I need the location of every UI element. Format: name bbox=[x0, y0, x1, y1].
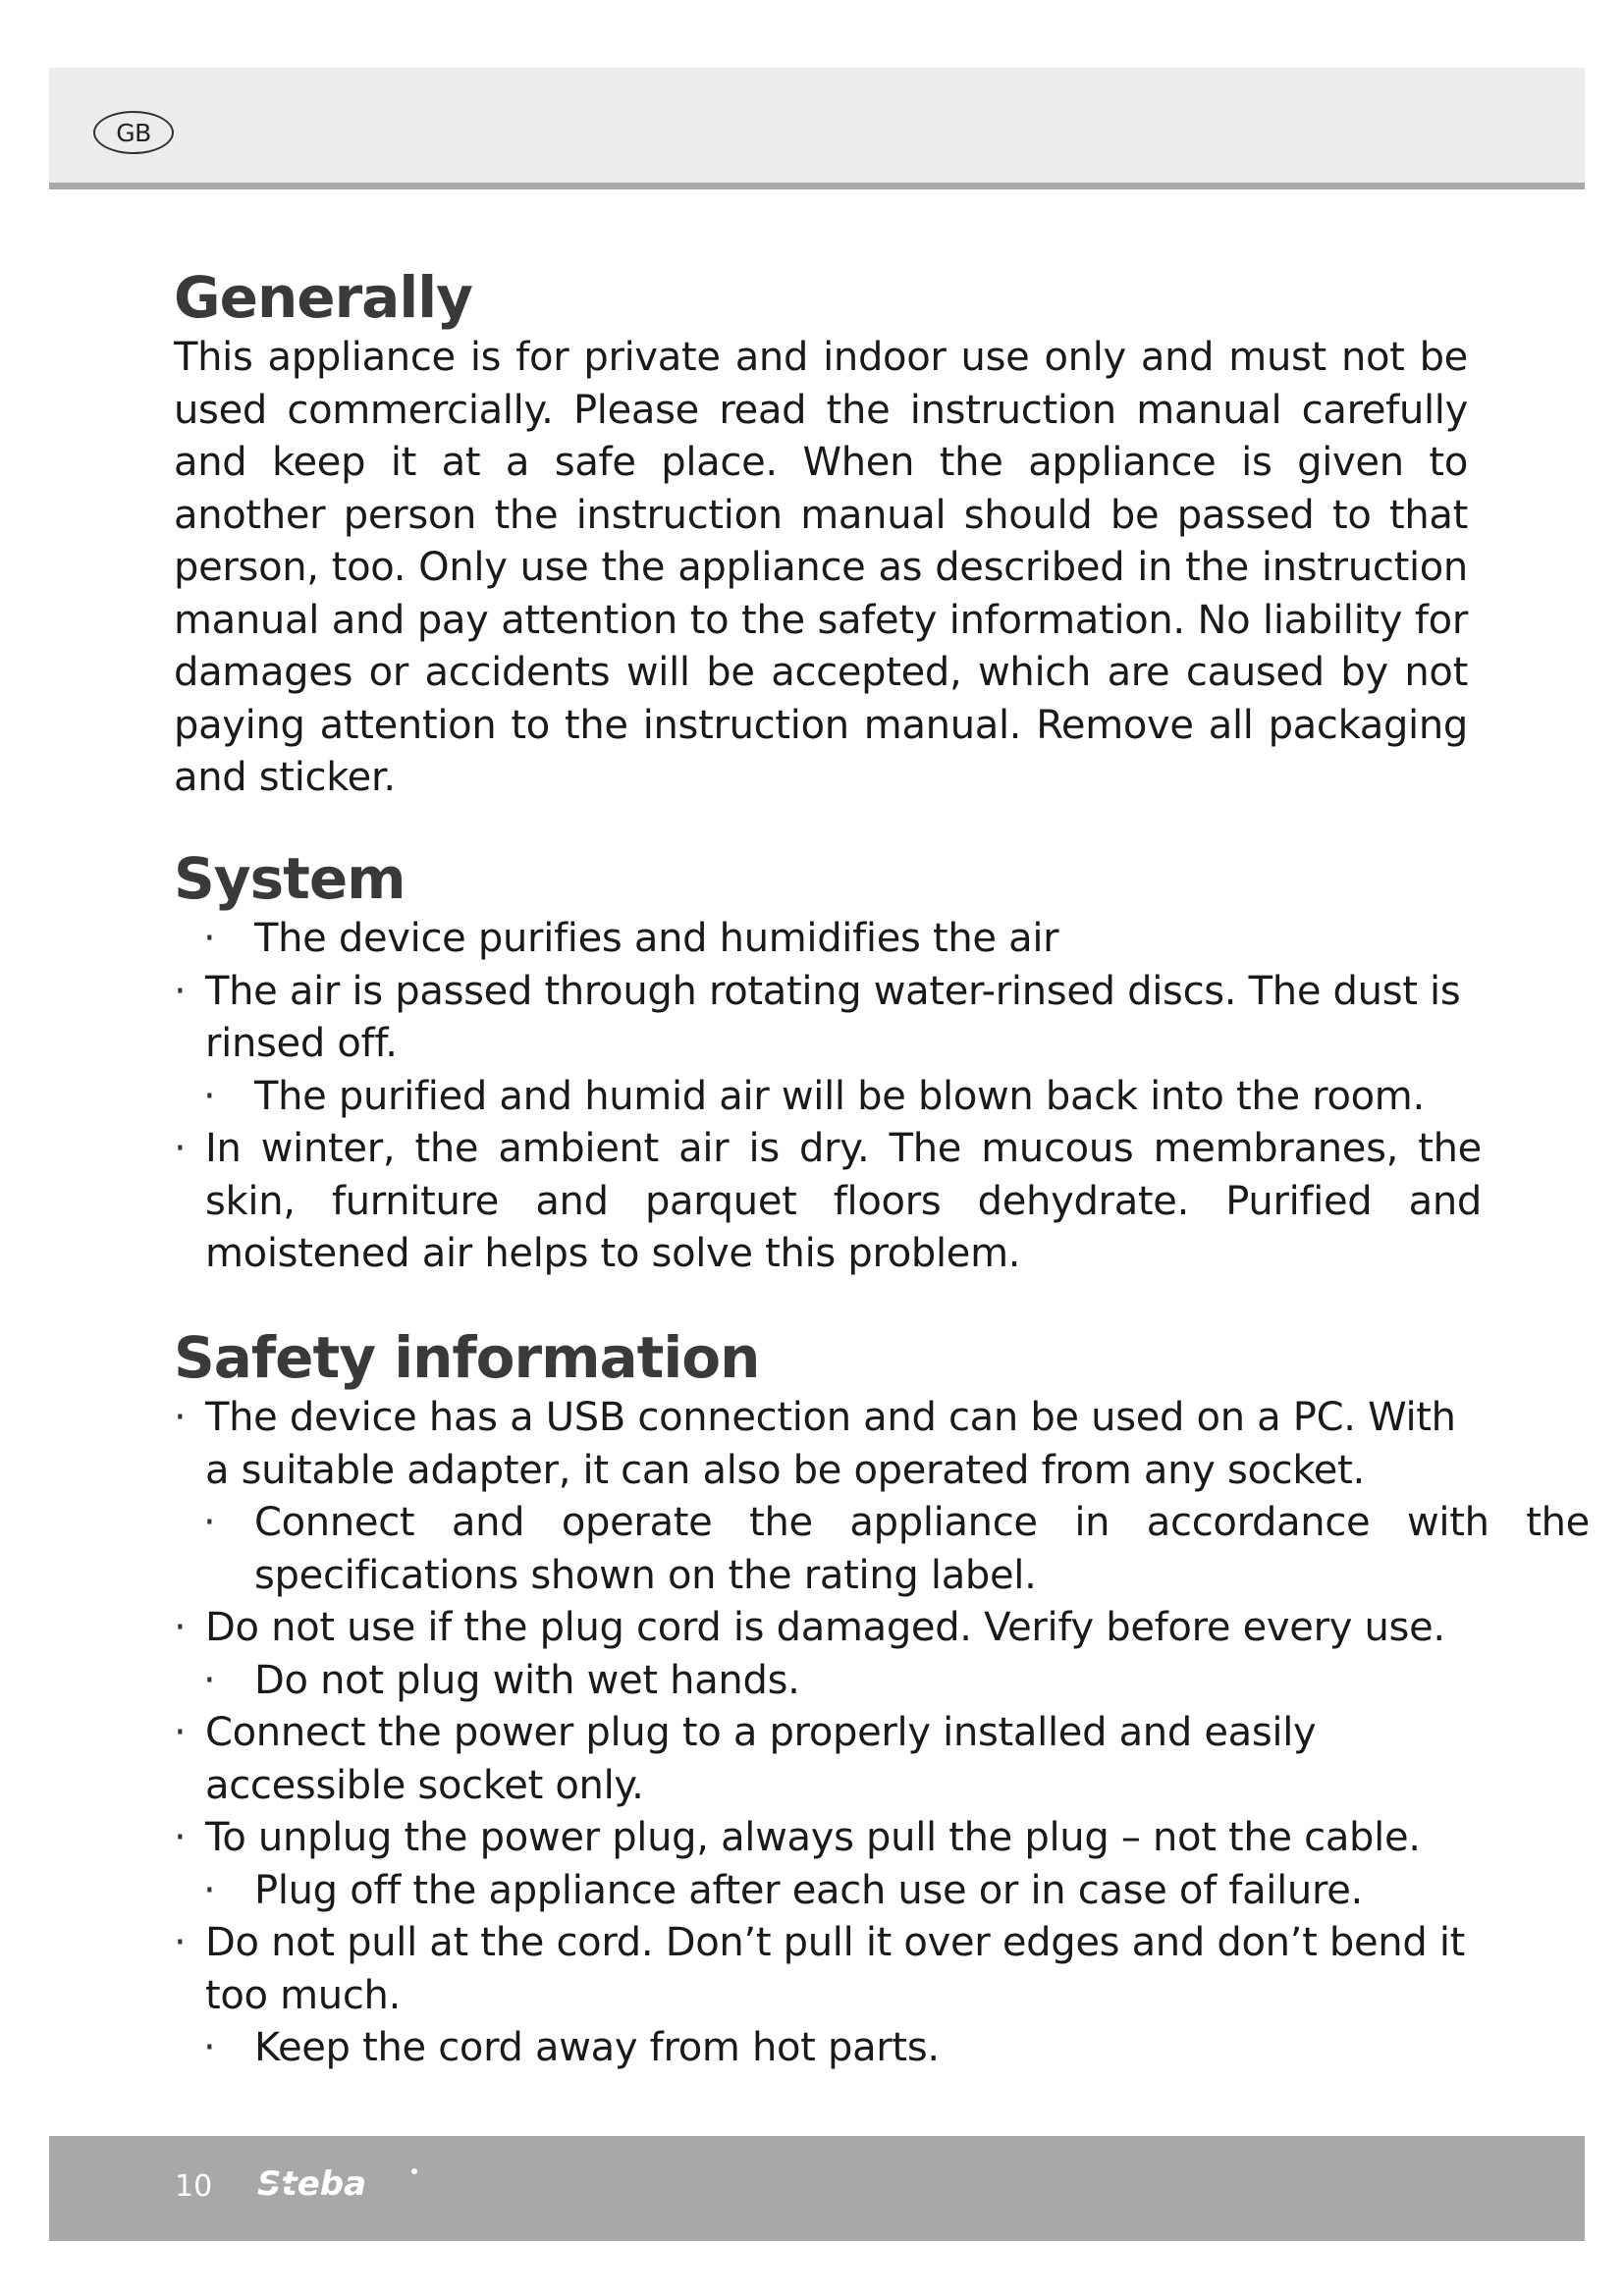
list-item-text: Keep the cord away from hot parts. bbox=[254, 2025, 940, 2070]
list-item bbox=[174, 2022, 1499, 2075]
list-item-text: To unplug the power plug, always pull the plug – not the cable. bbox=[205, 1815, 1421, 1860]
list-item bbox=[174, 1707, 1482, 1812]
bullet-dot-icon: · bbox=[203, 1657, 216, 1703]
list-item-text: Plug off the appliance after each use or in case of failure. bbox=[254, 1867, 1363, 1913]
list-item-text: The device has a USB connection and can be used on a PC. With a suitable adapter, it can also be operated from any socket. bbox=[205, 1395, 1456, 1493]
list-item bbox=[174, 1655, 1499, 1708]
generally-paragraph: This appliance is for private and indoor use only and must not be used commercially. Please read the instruction manual carefully and keep it at a safe place. When the appliance is given to another person the instruction manual should be passed to that person, too. Only use the appliance as described in the instruction manual and pay attention to the safety information. No liability for damages or accidents will be accepted, which are caused by not paying attention to the instruction manual. Remove all packaging and sticker. bbox=[174, 335, 1468, 800]
steba-logo bbox=[255, 2162, 422, 2209]
bullet-dot-icon: · bbox=[174, 1920, 187, 1965]
bullet-dot-icon: · bbox=[203, 1867, 216, 1913]
bullet-dot-icon: · bbox=[203, 1073, 216, 1119]
logo-text: Steba bbox=[257, 2164, 367, 2204]
system-list bbox=[174, 913, 1499, 1281]
list-item bbox=[174, 1392, 1482, 1497]
header-band bbox=[49, 68, 1585, 189]
list-item-text: In winter, the ambient air is dry. The mucous membranes, the skin, furniture and parquet floors dehydrate. Purified and moistened air helps to solve this problem. bbox=[205, 1126, 1482, 1276]
list-item-text: The device purifies and humidifies the air bbox=[254, 916, 1059, 961]
bullet-dot-icon: · bbox=[203, 1500, 216, 1545]
bullet-dot-icon: · bbox=[174, 1605, 187, 1650]
list-item bbox=[174, 966, 1482, 1071]
section-generally bbox=[174, 263, 1468, 805]
list-item bbox=[174, 1812, 1499, 1865]
list-item-text: Connect the power plug to a properly installed and easily accessible socket only. bbox=[205, 1710, 1317, 1808]
footer-band bbox=[49, 2136, 1585, 2241]
list-item bbox=[174, 913, 1499, 966]
list-item bbox=[174, 1602, 1499, 1655]
section-safety bbox=[174, 1323, 1590, 2075]
list-item bbox=[174, 1497, 1590, 1602]
list-item bbox=[174, 1071, 1499, 1124]
bullet-dot-icon: · bbox=[174, 968, 187, 1014]
list-item-text: Do not pull at the cord. Don’t pull it over edges and don’t bend it too much. bbox=[205, 1920, 1466, 2018]
page-number: 10 bbox=[175, 2169, 213, 2204]
list-item-text: Do not plug with wet hands. bbox=[254, 1657, 800, 1703]
list-item-text: Connect and operate the appliance in accordance with the specifications shown on the rating label. bbox=[254, 1500, 1590, 1598]
bullet-dot-icon: · bbox=[174, 1395, 187, 1440]
list-item bbox=[174, 1917, 1482, 2022]
safety-list bbox=[174, 1392, 1590, 2075]
bullet-dot-icon: · bbox=[203, 2025, 216, 2070]
list-item-text: The air is passed through rotating water-rinsed discs. The dust is rinsed off. bbox=[205, 968, 1461, 1066]
bullet-dot-icon: · bbox=[174, 1126, 187, 1171]
language-badge: GB bbox=[93, 111, 174, 154]
section-title-safety: Safety information bbox=[174, 1324, 760, 1391]
section-title-generally: Generally bbox=[174, 264, 472, 331]
section-title-system: System bbox=[174, 845, 406, 912]
list-item-text: Do not use if the plug cord is damaged. Verify before every use. bbox=[205, 1605, 1445, 1650]
section-system bbox=[174, 844, 1499, 1281]
bullet-dot-icon: · bbox=[174, 1815, 187, 1860]
bullet-dot-icon: · bbox=[203, 916, 216, 961]
list-item bbox=[174, 1865, 1499, 1918]
list-item-text: The purified and humid air will be blown back into the room. bbox=[254, 1073, 1425, 1119]
bullet-dot-icon: · bbox=[174, 1710, 187, 1755]
list-item bbox=[174, 1123, 1482, 1281]
